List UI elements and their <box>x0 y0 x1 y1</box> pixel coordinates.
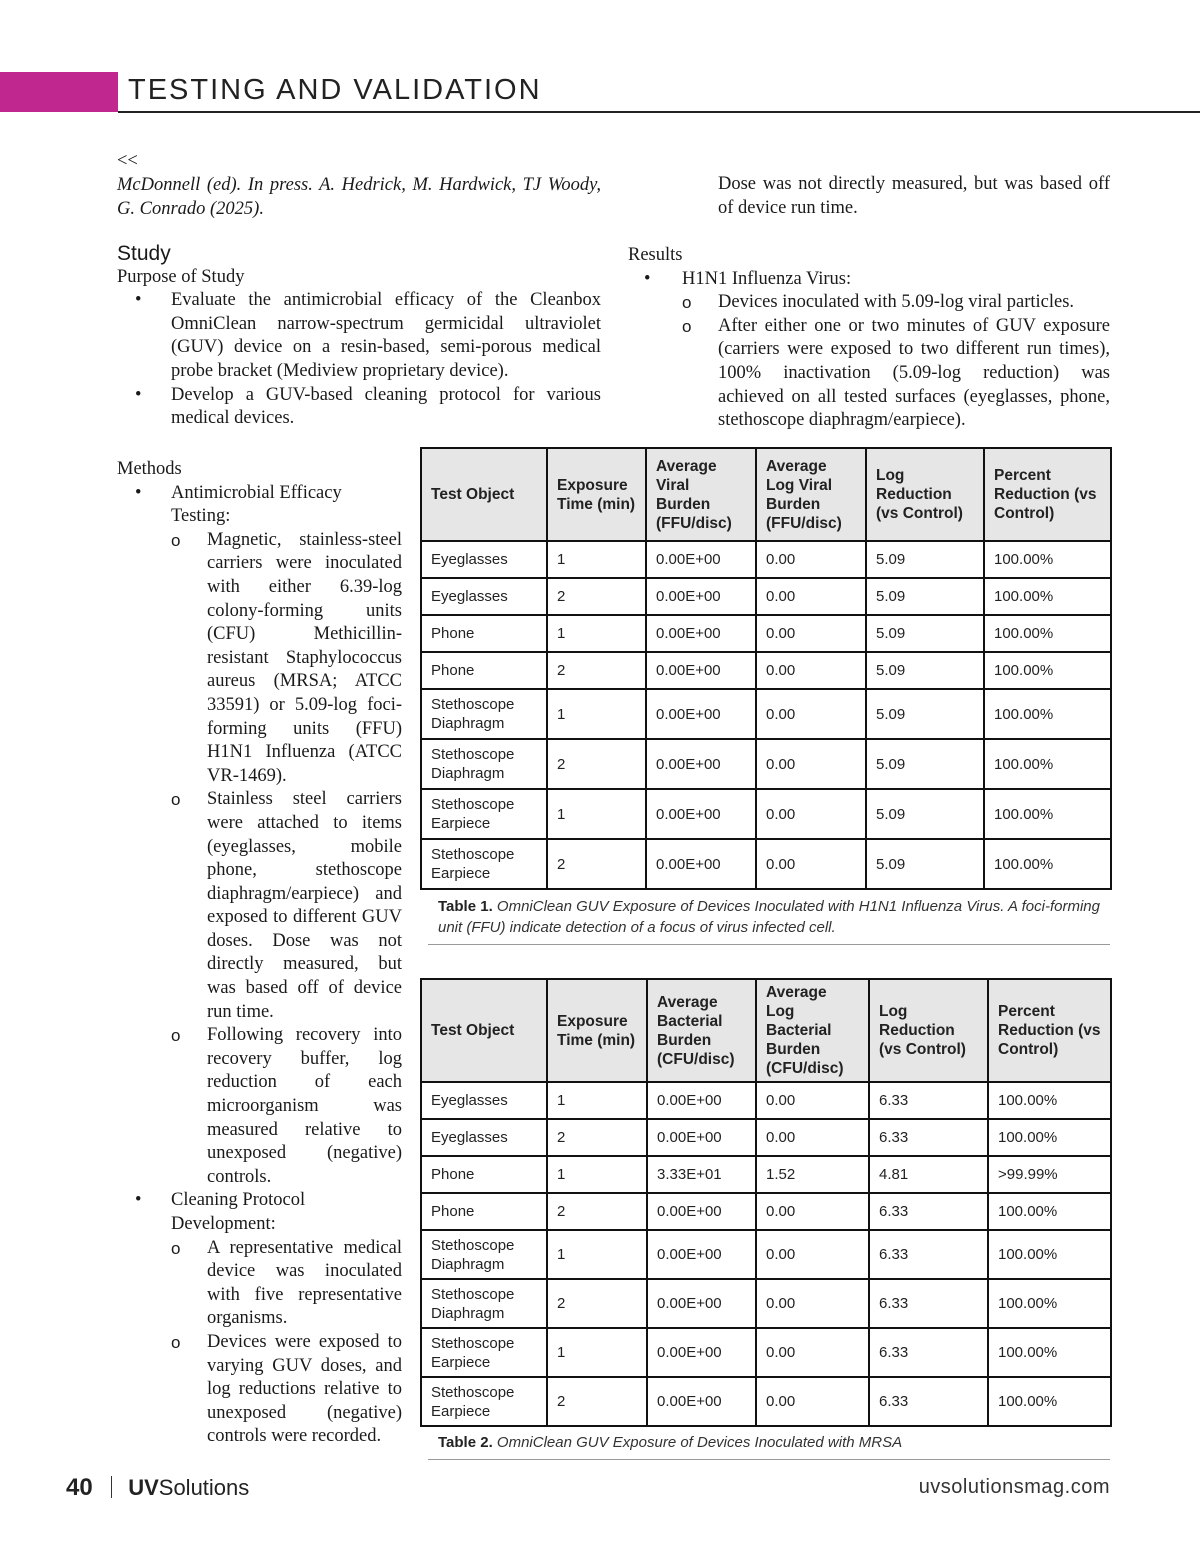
list-item: • Antimicrobial Efficacy Testing: o Magnetic, stainless-steel carriers were inoculated with either 6.39-log colony-forming units (CFU) Methicillin-resistant Staphylococcus aureus (MRSA; ATCC 33591) or 5.09-log foci-forming units (FFU) H1N1 Influenza (ATCC VR-1469). o Stainless steel carriers were attached to items (eyeglasses, mobile phone, stethoscope diaphragm/earpiece) and exposed to different GUV doses. Dose was not directly measured, but was based off of device run time. o Following recovery into recovery buffer, log reduction of each microorganism was measured relative to unexposed (negative) controls. <box>117 482 402 1190</box>
table-row <box>421 652 1111 689</box>
table-cell: 0.00E+00 <box>647 1230 756 1279</box>
dose-note: Dose was not directly measured, but was based off of device run time. <box>718 174 1110 218</box>
table-cell: 0.00 <box>756 578 866 615</box>
table1 <box>420 447 1112 890</box>
table-cell: 2 <box>547 1377 647 1426</box>
table-cell: 0.00 <box>756 652 866 689</box>
table-cell: 5.09 <box>866 789 984 839</box>
table-cell: Phone <box>421 1156 547 1193</box>
table-cell: 2 <box>547 839 646 889</box>
results-section <box>628 244 1110 433</box>
table-cell: 5.09 <box>866 615 984 652</box>
table-row <box>421 578 1111 615</box>
table-cell: 2 <box>547 739 646 789</box>
table-row <box>421 615 1111 652</box>
results-label: Results <box>628 245 683 265</box>
list-item: o Magnetic, stainless-steel carriers were inoculated with either 6.39-log colony-forming units (CFU) Methicillin-resistant Staphylococcus aureus (MRSA; ATCC 33591) or 5.09-log foci-forming units (FFU) H1N1 Influenza (ATCC VR-1469). <box>171 529 402 786</box>
list-item: • Evaluate the antimicrobial efficacy of the Cleanbox OmniClean narrow-spectrum germicidal ultraviolet (GUV) device on a resin-based, semi-porous medical probe bracket (Mediview proprietary device). <box>135 290 601 381</box>
footer-left <box>66 1474 249 1502</box>
method-title: Antimicrobial Efficacy Testing: <box>171 482 342 527</box>
column-header: Average Bacterial Burden (CFU/disc) <box>647 979 756 1082</box>
table-row <box>421 1082 1111 1119</box>
methods-list <box>117 482 402 1449</box>
page-number: 40 <box>66 1474 93 1501</box>
citation: McDonnell (ed). In press. A. Hedrick, M. Hardwick, TJ Woody, G. Conrado (2025). <box>117 175 601 219</box>
column-header: Exposure Time (min) <box>547 979 647 1082</box>
table-cell: 0.00E+00 <box>646 689 756 739</box>
section-title: TESTING AND VALIDATION <box>128 74 542 106</box>
table-cell: Phone <box>421 615 547 652</box>
table-cell: 4.81 <box>869 1156 988 1193</box>
table-row <box>421 839 1111 889</box>
table-cell: 100.00% <box>984 615 1111 652</box>
table-cell: 0.00E+00 <box>646 652 756 689</box>
table-row <box>421 1377 1111 1426</box>
website-link[interactable]: uvsolutionsmag.com <box>918 1476 1110 1498</box>
results-list <box>628 268 1110 433</box>
table-cell: 0.00 <box>756 1193 869 1230</box>
method-sublist <box>171 529 402 1190</box>
table-row <box>421 1328 1111 1377</box>
table-cell: 0.00 <box>756 689 866 739</box>
table-cell: 5.09 <box>866 541 984 578</box>
table-cell: 100.00% <box>984 789 1111 839</box>
table-row <box>421 1156 1111 1193</box>
table-cell: 100.00% <box>984 739 1111 789</box>
table-row <box>421 789 1111 839</box>
table-cell: Stethoscope Diaphragm <box>421 739 547 789</box>
column-header: Percent Reduction (vs Control) <box>984 448 1111 541</box>
list-item: o Devices inoculated with 5.09-log viral particles. <box>682 292 1075 313</box>
table-row <box>421 1119 1111 1156</box>
study-heading: Study <box>117 242 171 265</box>
table-cell: 2 <box>547 1119 647 1156</box>
table-cell: 100.00% <box>984 839 1111 889</box>
purpose-label: Purpose of Study <box>117 266 245 287</box>
table-cell: 0.00 <box>756 839 866 889</box>
column-header: Average Viral Burden (FFU/disc) <box>646 448 756 541</box>
table-cell: 0.00E+00 <box>646 578 756 615</box>
table-cell: 6.33 <box>869 1328 988 1377</box>
table-cell: >99.99% <box>988 1156 1111 1193</box>
table-cell: 100.00% <box>984 541 1111 578</box>
table-cell: 0.00E+00 <box>647 1328 756 1377</box>
footer-separator <box>111 1476 113 1498</box>
table-cell: Stethoscope Diaphragm <box>421 1230 547 1279</box>
column-header: Test Object <box>421 979 547 1082</box>
table-cell: 0.00 <box>756 1328 869 1377</box>
method-title: Cleaning Protocol Development: <box>171 1190 306 1234</box>
table-cell: 0.00 <box>756 1082 869 1119</box>
table1-caption <box>428 890 1110 945</box>
table-cell: 6.33 <box>869 1193 988 1230</box>
column-header: Log Reduction (vs Control) <box>866 448 984 541</box>
table-cell: Stethoscope Earpiece <box>421 1377 547 1426</box>
table-cell: 2 <box>547 652 646 689</box>
table-cell: 100.00% <box>984 578 1111 615</box>
methods-section <box>117 458 402 1449</box>
table-cell: 100.00% <box>988 1230 1111 1279</box>
table-cell: 0.00 <box>756 739 866 789</box>
table-cell: 100.00% <box>988 1377 1111 1426</box>
list-item: o After either one or two minutes of GUV exposure (carriers were exposed to two different run times), 100% inactivation (5.09-log reduction) was achieved on all tested surfaces (eyeglasses, phone, stethoscope diaphragm/earpiece). <box>682 315 1110 431</box>
table-cell: 1 <box>547 541 646 578</box>
table-cell: Phone <box>421 1193 547 1230</box>
table-cell: 1 <box>547 615 646 652</box>
table-cell: 0.00 <box>756 1230 869 1279</box>
table-cell: 2 <box>547 578 646 615</box>
table-cell: 2 <box>547 1279 647 1328</box>
study-section <box>117 242 601 431</box>
table-cell: 0.00 <box>756 1377 869 1426</box>
column-header: Average Log Viral Burden (FFU/disc) <box>756 448 866 541</box>
table-cell: Stethoscope Diaphragm <box>421 1279 547 1328</box>
table-cell: 6.33 <box>869 1119 988 1156</box>
table-cell: Eyeglasses <box>421 1082 547 1119</box>
table-cell: 0.00E+00 <box>647 1279 756 1328</box>
table-cell: 1 <box>547 1328 647 1377</box>
table-row <box>421 1193 1111 1230</box>
table-cell: 0.00E+00 <box>646 839 756 889</box>
table-cell: Stethoscope Diaphragm <box>421 689 547 739</box>
column-header: Exposure Time (min) <box>547 448 646 541</box>
column-header: Percent Reduction (vs Control) <box>988 979 1111 1082</box>
table-cell: 0.00E+00 <box>646 789 756 839</box>
results-sublist <box>682 291 1110 433</box>
table-cell: 1 <box>547 1230 647 1279</box>
method-sublist <box>171 1237 402 1449</box>
table-cell: Eyeglasses <box>421 541 547 578</box>
back-marker[interactable]: << <box>117 151 138 171</box>
table-cell: Stethoscope Earpiece <box>421 1328 547 1377</box>
table2-figure <box>420 978 1110 1460</box>
table-cell: 0.00 <box>756 1119 869 1156</box>
table-cell: Stethoscope Earpiece <box>421 789 547 839</box>
table-cell: 0.00 <box>756 541 866 578</box>
table-cell: 1 <box>547 1156 647 1193</box>
table-cell: 2 <box>547 1193 647 1230</box>
table-row <box>421 1230 1111 1279</box>
purpose-list <box>117 289 601 431</box>
table-cell: 0.00E+00 <box>646 615 756 652</box>
caption-label: Table 2. <box>438 1434 493 1451</box>
brand-bold: UV <box>128 1475 159 1500</box>
table-cell: 0.00E+00 <box>647 1193 756 1230</box>
caption-label: Table 1. <box>438 898 493 915</box>
table-cell: 6.33 <box>869 1279 988 1328</box>
table1-figure <box>420 447 1110 945</box>
table-cell: 0.00 <box>756 615 866 652</box>
table-cell: 100.00% <box>988 1328 1111 1377</box>
table-cell: 1 <box>547 789 646 839</box>
caption-text: OmniClean GUV Exposure of Devices Inoculated with H1N1 Influenza Virus. A foci-forming unit (FFU) indicate detection of a focus of virus infected cell. <box>438 898 1100 936</box>
table-cell: 0.00E+00 <box>647 1377 756 1426</box>
column-header: Average Log Bacterial Burden (CFU/disc) <box>756 979 869 1082</box>
table-cell: 0.00E+00 <box>647 1119 756 1156</box>
results-item: H1N1 Influenza Virus: <box>682 268 852 289</box>
table-cell: 100.00% <box>988 1082 1111 1119</box>
table-cell: Phone <box>421 652 547 689</box>
table-cell: 5.09 <box>866 689 984 739</box>
list-item: o Devices were exposed to varying GUV doses, and log reductions relative to unexposed (negative) controls were recorded. <box>171 1331 402 1447</box>
table-header-row <box>421 448 1111 541</box>
list-item: • H1N1 Influenza Virus: o Devices inoculated with 5.09-log viral particles. o After either one or two minutes of GUV exposure (carriers were exposed to two different run times), 100% inactivation (5.09-log reduction) was achieved on all tested surfaces (eyeglasses, phone, stethoscope diaphragm/earpiece). <box>628 268 1110 433</box>
methods-label: Methods <box>117 459 182 479</box>
list-item: • Cleaning Protocol Development: o A representative medical device was inoculated with five representative organisms. o Devices were exposed to varying GUV doses, and log reductions relative to unexposed (negative) controls were recorded. <box>117 1189 402 1449</box>
table-cell: 1.52 <box>756 1156 869 1193</box>
list-item: o Stainless steel carriers were attached to items (eyeglasses, mobile phone, stethoscope diaphragm/earpiece) and exposed to different GUV doses. Dose was not directly measured, but was based off of device run time. <box>171 789 402 1022</box>
table-cell: 6.33 <box>869 1082 988 1119</box>
table-cell: 0.00E+00 <box>647 1082 756 1119</box>
table-cell: 6.33 <box>869 1230 988 1279</box>
section-accent-bar <box>0 72 118 112</box>
table-cell: Eyeglasses <box>421 1119 547 1156</box>
table-row <box>421 1279 1111 1328</box>
table-cell: 5.09 <box>866 652 984 689</box>
table2-caption <box>428 1427 1110 1460</box>
table-cell: 100.00% <box>988 1193 1111 1230</box>
table-cell: 100.00% <box>984 689 1111 739</box>
table-cell: 0.00 <box>756 789 866 839</box>
header-rule <box>118 111 1200 113</box>
table-cell: 1 <box>547 689 646 739</box>
citation-block <box>117 150 601 221</box>
table-cell: 0.00E+00 <box>646 541 756 578</box>
table-cell: 3.33E+01 <box>647 1156 756 1193</box>
table-cell: 100.00% <box>984 652 1111 689</box>
caption-text: OmniClean GUV Exposure of Devices Inoculated with MRSA <box>496 1434 903 1451</box>
table-cell: 0.00E+00 <box>646 739 756 789</box>
table-row <box>421 739 1111 789</box>
table-cell: 6.33 <box>869 1377 988 1426</box>
column-header: Test Object <box>421 448 547 541</box>
table-cell: 5.09 <box>866 839 984 889</box>
brand-rest: Solutions <box>158 1475 250 1500</box>
table-cell: 100.00% <box>988 1119 1111 1156</box>
table-cell: 0.00 <box>756 1279 869 1328</box>
table2 <box>420 978 1112 1427</box>
table-row <box>421 689 1111 739</box>
table-cell: 1 <box>547 1082 647 1119</box>
table-cell: 100.00% <box>988 1279 1111 1328</box>
table-cell: 5.09 <box>866 739 984 789</box>
list-item: o Following recovery into recovery buffer, log reduction of each microorganism was measured relative to unexposed (negative) controls. <box>171 1025 402 1187</box>
table-row <box>421 541 1111 578</box>
column-header: Log Reduction (vs Control) <box>869 979 988 1082</box>
table-cell: Stethoscope Earpiece <box>421 839 547 889</box>
table-cell: Eyeglasses <box>421 578 547 615</box>
table-cell: 5.09 <box>866 578 984 615</box>
list-item: • Develop a GUV-based cleaning protocol for various medical devices. <box>135 384 601 429</box>
list-item: o A representative medical device was inoculated with five representative organisms. <box>171 1237 402 1329</box>
table-header-row <box>421 979 1111 1082</box>
